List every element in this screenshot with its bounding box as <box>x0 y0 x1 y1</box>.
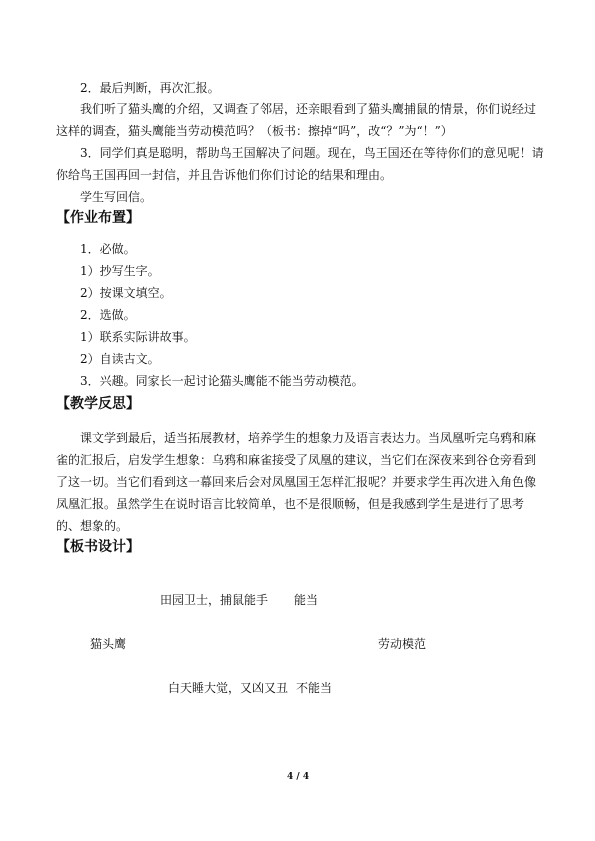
list-item: 2）按课文填空。 <box>80 286 172 300</box>
paragraph-line: 2．最后判断，再次汇报。 <box>80 81 220 95</box>
list-item: 1）抄写生字。 <box>80 264 160 278</box>
list-item: 3．兴趣。同家长一起讨论猫头鹰能不能当劳动模范。 <box>80 374 364 388</box>
list-item: 1）联系实际讲故事。 <box>80 330 196 344</box>
board-top-text: 田园卫士，捕鼠能手 <box>160 593 269 607</box>
paragraph-line: 学生写回信。 <box>80 190 153 204</box>
list-item: 2．选做。 <box>80 308 136 322</box>
list-item: 2）自读古文。 <box>80 352 160 366</box>
board-bottom-verdict: 不能当 <box>296 681 333 695</box>
paragraph-line: 这样的调查，猫头鹰能当劳动模范吗？（板书：擦掉“吗”，改“？”为“！”） <box>56 124 453 138</box>
section-heading-reflection: 【教学反思】 <box>56 396 140 412</box>
board-top-verdict: 能当 <box>294 593 319 607</box>
paragraph-line: 我们听了猫头鹰的介绍，又调查了邻居，还亲眼看到了猫头鹰捕鼠的情景，你们说经过 <box>80 102 537 116</box>
paragraph-line: 你给鸟王国再回一封信，并且告诉他们你们讨论的结果和理由。 <box>56 168 393 182</box>
paragraph-line: 雀的汇报后，启发学生想象：乌鸦和麻雀接受了凤凰的建议，当它们在深夜来到谷仓旁看到 <box>56 453 537 467</box>
paragraph-line: 凤凰汇报。虽然学生在说时语言比较简单，也不是很顺畅，但是我感到学生是进行了思考 <box>56 497 525 511</box>
board-bottom-text: 白天睡大觉，又凶又丑 <box>168 681 289 695</box>
paragraph-line: 了这一切。当它们看到这一幕回来后会对凤凰国王怎样汇报呢？并要求学生再次进入角色像 <box>56 475 537 489</box>
section-heading-homework: 【作业布置】 <box>56 210 140 226</box>
paragraph-line: 3．同学们真是聪明，帮助鸟王国解决了问题。现在，鸟王国还在等待你们的意见呢！请 <box>80 146 544 160</box>
board-right-text: 劳动模范 <box>378 637 427 651</box>
paragraph-line: 课文学到最后，适当拓展教材，培养学生的想象力及语言表达力。当凤凰听完乌鸦和麻 <box>80 431 537 445</box>
board-left-text: 猫头鹰 <box>90 637 127 651</box>
section-heading-board-design: 【板书设计】 <box>56 539 140 555</box>
paragraph-line: 的、想象的。 <box>56 519 129 533</box>
list-item: 1．必做。 <box>80 242 136 256</box>
page-number: 4 / 4 <box>287 772 310 782</box>
